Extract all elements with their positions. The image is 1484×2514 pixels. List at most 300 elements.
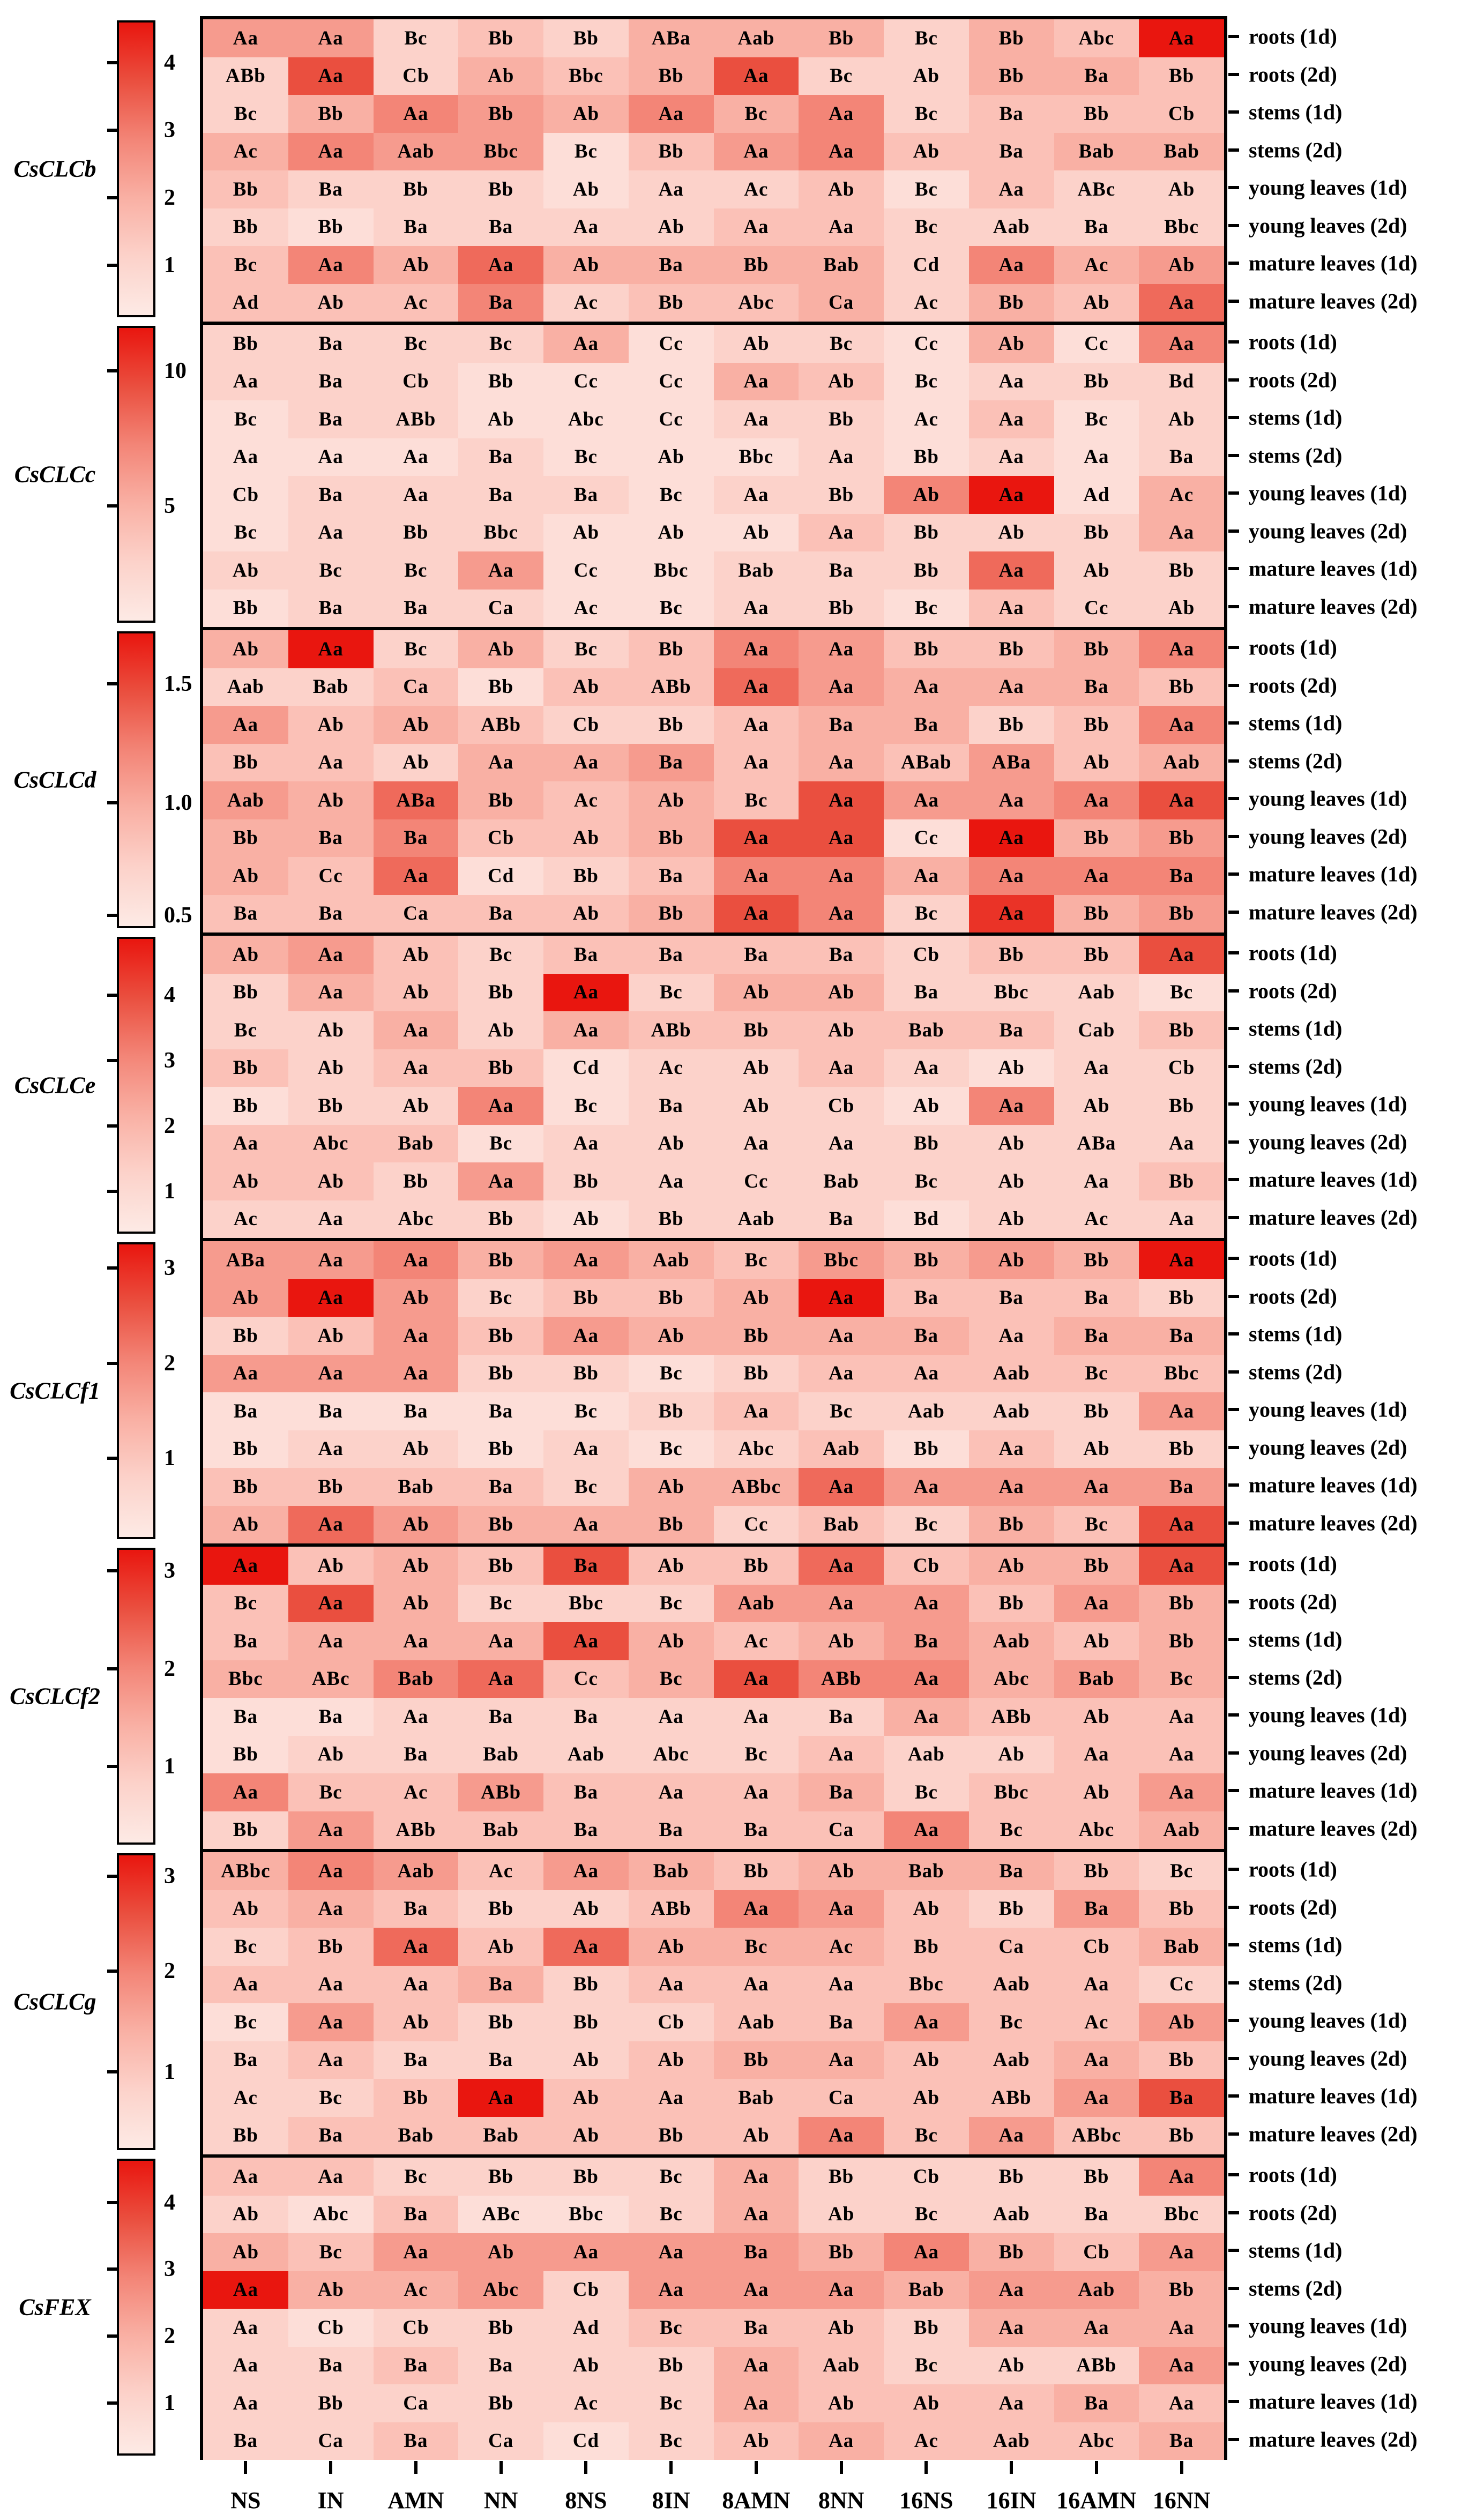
heatmap-cell: Ba <box>629 857 714 895</box>
heatmap-cell: Cb <box>374 57 459 95</box>
heatmap-cell: Ab <box>543 246 629 284</box>
heatmap-cell: Ab <box>458 630 543 668</box>
heatmap-cell: Aab <box>969 2041 1054 2079</box>
colorbar-tick-label: 10 <box>164 359 187 384</box>
heatmap-cell: Aa <box>714 1966 799 2004</box>
heatmap-cell: Ba <box>884 706 969 744</box>
row-tick-mark <box>1228 35 1239 38</box>
heatmap-cell: Aa <box>1139 325 1224 363</box>
row-tick-mark <box>1228 2094 1239 2098</box>
heatmap-cell: Aab <box>799 2347 884 2385</box>
row-label-stems-2d-: stems (2d) <box>1249 1360 1343 1384</box>
heatmap-cell: Aab <box>969 1392 1054 1430</box>
row-tick-mark <box>1228 1446 1239 1449</box>
heatmap-cell: Ab <box>629 1622 714 1660</box>
heatmap-cell: Ba <box>884 1622 969 1660</box>
row-label-roots-2d-: roots (2d) <box>1249 979 1337 1003</box>
heatmap-cell: Bab <box>799 246 884 284</box>
heatmap-cell: Bb <box>969 936 1054 974</box>
heatmap-cell: Bb <box>458 95 543 133</box>
heatmap-cell: Aa <box>969 363 1054 401</box>
heatmap-cell: Ba <box>629 1087 714 1125</box>
heatmap-cell: Ab <box>714 1049 799 1087</box>
heatmap-cell: Bb <box>1054 1392 1139 1430</box>
heatmap-cell: Bb <box>1139 819 1224 857</box>
heatmap-cell: ABb <box>629 668 714 706</box>
heatmap-cell: ABab <box>884 744 969 782</box>
heatmap-cell: Bc <box>203 1928 288 1966</box>
heatmap-cell: Ab <box>288 1011 374 1049</box>
heatmap-cell: Bc <box>884 1162 969 1200</box>
heatmap-cell: Ba <box>799 706 884 744</box>
heatmap-cell: Ab <box>374 1279 459 1317</box>
heatmap-cell: Bbc <box>629 551 714 590</box>
heatmap-cell: Aa <box>1139 1241 1224 1279</box>
heatmap-cell: Ab <box>714 325 799 363</box>
heatmap-cell: ABb <box>374 1811 459 1849</box>
row-tick-mark <box>1228 378 1239 382</box>
heatmap-cell: Aa <box>543 1125 629 1163</box>
heatmap-cell: Bb <box>458 2003 543 2041</box>
row-tick-mark <box>1228 148 1239 152</box>
heatmap-cell: Aa <box>374 1622 459 1660</box>
row-label-young-leaves-2d-: young leaves (2d) <box>1249 1741 1407 1765</box>
heatmap-cell: Ba <box>203 1698 288 1736</box>
colorbar-tick-label: 4 <box>164 2190 175 2215</box>
heatmap-cell: Aa <box>288 630 374 668</box>
heatmap-cell: Ab <box>203 1162 288 1200</box>
row-label-stems-2d-: stems (2d) <box>1249 443 1343 468</box>
heatmap-grid <box>200 16 1227 2460</box>
heatmap-cell: ABc <box>288 1660 374 1698</box>
heatmap-cell: Aa <box>203 1547 288 1585</box>
heatmap-cell: ABa <box>1054 1125 1139 1163</box>
heatmap-cell: Aa <box>1139 284 1224 322</box>
row-label-mature-leaves-2d-: mature leaves (2d) <box>1249 2427 1418 2452</box>
heatmap-cell: Aa <box>714 857 799 895</box>
heatmap-cell: Aa <box>714 476 799 514</box>
heatmap-cell: Bab <box>288 668 374 706</box>
heatmap-cell: Ab <box>543 819 629 857</box>
heatmap-cell: Bc <box>458 936 543 974</box>
heatmap-cell: Bb <box>1139 2041 1224 2079</box>
row-tick-mark <box>1228 340 1239 344</box>
heatmap-block-CsCLCf1 <box>203 1241 1224 1547</box>
heatmap-cell: Aa <box>458 1162 543 1200</box>
heatmap-cell: Ab <box>543 668 629 706</box>
heatmap-cell: Bb <box>458 781 543 819</box>
heatmap-cell: Aa <box>1139 1125 1224 1163</box>
gene-label-CsFEX: CsFEX <box>19 2294 91 2321</box>
heatmap-cell: Bb <box>1139 1622 1224 1660</box>
row-label-mature-leaves-2d-: mature leaves (2d) <box>1249 289 1418 314</box>
heatmap-cell: Ba <box>1139 2079 1224 2117</box>
heatmap-cell: ABb <box>629 1890 714 1928</box>
heatmap-cell: Aa <box>714 1392 799 1430</box>
heatmap-cell: Ba <box>458 208 543 247</box>
row-label-young-leaves-1d-: young leaves (1d) <box>1249 481 1407 505</box>
heatmap-cell: Ba <box>1139 857 1224 895</box>
heatmap-cell: Ba <box>543 1698 629 1736</box>
heatmap-cell: Ba <box>288 363 374 401</box>
row-label-mature-leaves-2d-: mature leaves (2d) <box>1249 2122 1418 2146</box>
heatmap-cell: Bb <box>1054 936 1139 974</box>
row-label-stems-1d-: stems (1d) <box>1249 711 1343 735</box>
heatmap-cell: Bc <box>374 630 459 668</box>
heatmap-cell: Aa <box>374 95 459 133</box>
heatmap-cell: Bc <box>629 476 714 514</box>
heatmap-cell: Bb <box>374 2079 459 2117</box>
colorbar-tick-label: 1 <box>164 1754 175 1779</box>
heatmap-cell: Ba <box>458 1698 543 1736</box>
heatmap-cell: Aa <box>288 57 374 95</box>
heatmap-cell: Ba <box>203 895 288 933</box>
heatmap-cell: ABb <box>1054 2347 1139 2385</box>
row-tick-mark <box>1228 1370 1239 1374</box>
heatmap-cell: Ba <box>884 1317 969 1355</box>
heatmap-cell: Ab <box>374 744 459 782</box>
heatmap-cell: Aa <box>799 208 884 247</box>
heatmap-cell: Aa <box>714 133 799 171</box>
heatmap-cell: Abc <box>714 1430 799 1468</box>
row-label-young-leaves-2d-: young leaves (2d) <box>1249 519 1407 543</box>
heatmap-cell: Cc <box>714 1162 799 1200</box>
heatmap-cell: Bc <box>203 1011 288 1049</box>
heatmap-cell: Ba <box>374 2347 459 2385</box>
heatmap-cell: Aa <box>288 2003 374 2041</box>
heatmap-cell: Ba <box>458 2041 543 2079</box>
heatmap-cell: Bc <box>374 19 459 57</box>
heatmap-cell: Bb <box>1054 514 1139 552</box>
heatmap-cell: Aab <box>969 208 1054 247</box>
heatmap-cell: Ab <box>629 1125 714 1163</box>
heatmap-cell: Aa <box>799 1125 884 1163</box>
heatmap-cell: Bb <box>288 1087 374 1125</box>
heatmap-cell: Bb <box>203 170 288 208</box>
heatmap-cell: Aa <box>1054 1966 1139 2004</box>
heatmap-cell: Ab <box>458 1011 543 1049</box>
heatmap-cell: Bb <box>629 133 714 171</box>
heatmap-cell: Aa <box>969 1468 1054 1506</box>
row-label-roots-1d-: roots (1d) <box>1249 330 1337 354</box>
heatmap-cell: Aa <box>1139 1736 1224 1774</box>
heatmap-cell: Ab <box>458 2233 543 2271</box>
row-tick-mark <box>1228 1713 1239 1717</box>
colorbar-CsCLCc <box>117 326 187 623</box>
heatmap-cell: Aa <box>374 1355 459 1393</box>
heatmap-cell: Ab <box>288 1162 374 1200</box>
heatmap-cell: Bb <box>458 2309 543 2347</box>
heatmap-cell: Ab <box>203 1506 288 1544</box>
heatmap-cell: Abc <box>1054 2422 1139 2460</box>
heatmap-block-CsCLCe <box>203 936 1224 1241</box>
row-tick-mark <box>1228 1295 1239 1298</box>
heatmap-cell: Aa <box>629 2079 714 2117</box>
heatmap-cell: Bb <box>969 284 1054 322</box>
heatmap-cell: Aa <box>288 1622 374 1660</box>
heatmap-cell: Ab <box>288 284 374 322</box>
heatmap-cell: Bab <box>884 1011 969 1049</box>
heatmap-cell: Bbc <box>458 133 543 171</box>
heatmap-cell: Bb <box>969 57 1054 95</box>
colorbar-tick-mark <box>107 914 117 917</box>
heatmap-cell: Ac <box>799 1928 884 1966</box>
heatmap-cell: Aa <box>714 2271 799 2309</box>
heatmap-cell: Aa <box>714 2196 799 2234</box>
row-label-mature-leaves-2d-: mature leaves (2d) <box>1249 900 1418 924</box>
colorbar-CsFEX <box>117 2159 175 2456</box>
row-tick-mark <box>1228 721 1239 725</box>
heatmap-cell: Bb <box>203 1087 288 1125</box>
heatmap-cell: Aa <box>1054 857 1139 895</box>
heatmap-cell: Ba <box>458 438 543 476</box>
heatmap-cell: Aa <box>799 1279 884 1317</box>
heatmap-cell: Ab <box>629 1317 714 1355</box>
heatmap-cell: Aa <box>288 1200 374 1239</box>
heatmap-cell: Aa <box>799 1890 884 1928</box>
heatmap-cell: Ab <box>714 1087 799 1125</box>
row-label-roots-2d-: roots (2d) <box>1249 1590 1337 1614</box>
heatmap-cell: Aa <box>629 170 714 208</box>
heatmap-cell: Aa <box>799 133 884 171</box>
heatmap-cell: Abc <box>458 2271 543 2309</box>
heatmap-cell: Ca <box>374 668 459 706</box>
heatmap-cell: Ab <box>203 551 288 590</box>
heatmap-cell: Aa <box>288 438 374 476</box>
colorbar-tick-mark <box>107 801 117 804</box>
heatmap-cell: Aa <box>543 1011 629 1049</box>
heatmap-cell: Ab <box>969 2347 1054 2385</box>
heatmap-cell: Aa <box>799 438 884 476</box>
heatmap-cell: Bc <box>458 1125 543 1163</box>
row-label-roots-2d-: roots (2d) <box>1249 2200 1337 2225</box>
heatmap-cell: Ba <box>1054 2384 1139 2422</box>
row-tick-mark <box>1228 605 1239 608</box>
heatmap-cell: Aab <box>543 1736 629 1774</box>
row-tick-mark <box>1228 1562 1239 1565</box>
row-label-young-leaves-1d-: young leaves (1d) <box>1249 1397 1407 1422</box>
heatmap-cell: Ba <box>543 476 629 514</box>
heatmap-cell: Bb <box>288 1468 374 1506</box>
heatmap-cell: Ba <box>374 208 459 247</box>
heatmap-cell: Aa <box>714 590 799 628</box>
row-label-roots-1d-: roots (1d) <box>1249 1551 1337 1576</box>
heatmap-cell: Ab <box>1139 400 1224 438</box>
heatmap-cell: Ab <box>374 2003 459 2041</box>
heatmap-cell: Bb <box>1139 1087 1224 1125</box>
heatmap-cell: Bb <box>1139 1585 1224 1623</box>
heatmap-cell: Aa <box>1054 1162 1139 1200</box>
heatmap-cell: Aa <box>714 1773 799 1811</box>
row-tick-mark <box>1228 2362 1239 2366</box>
heatmap-cell: Bb <box>203 974 288 1012</box>
heatmap-cell: Ab <box>799 2309 884 2347</box>
heatmap-cell: Ca <box>374 2384 459 2422</box>
heatmap-cell: Bc <box>884 208 969 247</box>
heatmap-cell: Aa <box>1139 781 1224 819</box>
heatmap-cell: Aa <box>543 1317 629 1355</box>
heatmap-cell: Aa <box>799 1355 884 1393</box>
heatmap-cell: Bb <box>458 1355 543 1393</box>
colorbar-tick-label: 3 <box>164 2257 175 2282</box>
heatmap-cell: Aa <box>714 208 799 247</box>
heatmap-cell: Bb <box>1054 706 1139 744</box>
heatmap-cell: Aa <box>203 2271 288 2309</box>
heatmap-cell: Cb <box>288 2309 374 2347</box>
colorbar-tick-label: 3 <box>164 1558 175 1583</box>
heatmap-cell: Aa <box>543 1928 629 1966</box>
colorbar-tick-mark <box>107 1266 117 1270</box>
heatmap-cell: Aa <box>458 551 543 590</box>
heatmap-cell: Ab <box>969 514 1054 552</box>
heatmap-cell: Aa <box>458 2079 543 2117</box>
heatmap-cell: Ab <box>714 1279 799 1317</box>
colorbar-tick-mark <box>107 1569 117 1572</box>
heatmap-cell: Bc <box>543 438 629 476</box>
heatmap-cell: Ab <box>969 1241 1054 1279</box>
heatmap-cell: Bd <box>884 1200 969 1239</box>
heatmap-cell: Aa <box>203 2309 288 2347</box>
heatmap-cell: Bbc <box>714 438 799 476</box>
heatmap-cell: Bab <box>1054 133 1139 171</box>
heatmap-cell: Aab <box>374 133 459 171</box>
heatmap-cell: Ab <box>799 974 884 1012</box>
heatmap-block-CsCLCd <box>203 630 1224 936</box>
x-axis-tick-mark <box>755 2461 758 2474</box>
colorbar-tick-label: 3 <box>164 1863 175 1889</box>
colorbar-tick-mark <box>107 2201 117 2204</box>
heatmap-cell: Ca <box>799 1811 884 1849</box>
heatmap-cell: Bc <box>203 2003 288 2041</box>
gene-label-CsCLCf1: CsCLCf1 <box>10 1377 100 1404</box>
heatmap-cell: Bc <box>799 57 884 95</box>
heatmap-cell: Ba <box>543 1811 629 1849</box>
heatmap-cell: Aa <box>714 1698 799 1736</box>
row-label-young-leaves-2d-: young leaves (2d) <box>1249 824 1407 849</box>
row-label-roots-2d-: roots (2d) <box>1249 1284 1337 1309</box>
heatmap-cell: Ba <box>969 1011 1054 1049</box>
heatmap-cell: Aa <box>799 95 884 133</box>
heatmap-cell: Bb <box>969 1585 1054 1623</box>
row-label-roots-1d-: roots (1d) <box>1249 635 1337 660</box>
row-label-stems-1d-: stems (1d) <box>1249 1933 1343 1957</box>
heatmap-cell: Bc <box>203 400 288 438</box>
colorbar-tick-mark <box>107 1190 117 1193</box>
heatmap-cell: Bbc <box>203 1660 288 1698</box>
colorbar-tick-label: 2 <box>164 1351 175 1376</box>
heatmap-cell: Aa <box>543 1852 629 1890</box>
heatmap-cell: Bc <box>629 1585 714 1623</box>
colorbar-tick-label: 3 <box>164 118 175 143</box>
x-axis-label-8AMN: 8AMN <box>722 2487 791 2513</box>
row-tick-mark <box>1228 110 1239 114</box>
row-label-young-leaves-1d-: young leaves (1d) <box>1249 786 1407 811</box>
heatmap-cell: Ac <box>629 1049 714 1087</box>
heatmap-cell: Bc <box>884 19 969 57</box>
gene-label-CsCLCg: CsCLCg <box>13 1988 96 2015</box>
heatmap-cell: Ba <box>714 936 799 974</box>
heatmap-cell: Ab <box>629 514 714 552</box>
heatmap-cell: Cc <box>543 551 629 590</box>
heatmap-cell: Bc <box>629 2422 714 2460</box>
heatmap-cell: Cb <box>1054 2233 1139 2271</box>
heatmap-cell: Ab <box>1054 1698 1139 1736</box>
heatmap-cell: Aa <box>884 1585 969 1623</box>
row-tick-mark <box>1228 684 1239 687</box>
heatmap-block-CsCLCc <box>203 325 1224 630</box>
heatmap-cell: Aab <box>799 1430 884 1468</box>
heatmap-cell: Cb <box>884 2158 969 2196</box>
heatmap-cell: Aa <box>884 1811 969 1849</box>
heatmap-cell: Ac <box>374 1773 459 1811</box>
heatmap-cell: Aa <box>629 1773 714 1811</box>
row-tick-mark <box>1228 1827 1239 1830</box>
row-tick-mark <box>1228 1943 1239 1946</box>
heatmap-cell: Bc <box>1139 1852 1224 1890</box>
heatmap-cell: Bc <box>203 1585 288 1623</box>
heatmap-cell: Bb <box>969 706 1054 744</box>
heatmap-cell: Aa <box>288 1852 374 1890</box>
heatmap-cell: Abc <box>629 1736 714 1774</box>
heatmap-cell: Aa <box>288 1890 374 1928</box>
heatmap-cell: Aab <box>714 1200 799 1239</box>
heatmap-cell: Bb <box>458 1890 543 1928</box>
row-tick-mark <box>1228 416 1239 419</box>
heatmap-cell: Ba <box>203 1392 288 1430</box>
heatmap-cell: Bab <box>458 1811 543 1849</box>
heatmap-cell: Bb <box>1054 1241 1139 1279</box>
heatmap-cell: Bb <box>458 668 543 706</box>
heatmap-cell: Aab <box>884 1392 969 1430</box>
heatmap-cell: Aa <box>1054 1736 1139 1774</box>
heatmap-cell: Bb <box>629 2347 714 2385</box>
row-tick-mark <box>1228 262 1239 265</box>
heatmap-cell: Ab <box>288 1547 374 1585</box>
heatmap-cell: Ba <box>714 2233 799 2271</box>
heatmap-cell: Aab <box>374 1852 459 1890</box>
row-tick-mark <box>1228 911 1239 914</box>
heatmap-cell: Aa <box>799 1468 884 1506</box>
heatmap-cell: Bc <box>629 1430 714 1468</box>
colorbar-tick-label: 1 <box>164 1178 175 1204</box>
heatmap-cell: Bb <box>1054 95 1139 133</box>
colorbar-CsCLCg <box>117 1853 175 2150</box>
colorbar-tick-label: 2 <box>164 1114 175 1139</box>
colorbar-tick-mark <box>107 1059 117 1062</box>
heatmap-cell: Ab <box>543 95 629 133</box>
row-label-mature-leaves-1d-: mature leaves (1d) <box>1249 862 1418 886</box>
heatmap-cell: Bb <box>203 744 288 782</box>
row-tick-mark <box>1228 529 1239 533</box>
heatmap-cell: Bb <box>288 2384 374 2422</box>
heatmap-cell: Bc <box>799 1392 884 1430</box>
row-label-young-leaves-1d-: young leaves (1d) <box>1249 2314 1407 2338</box>
heatmap-cell: Ba <box>203 2041 288 2079</box>
row-tick-mark <box>1228 2324 1239 2327</box>
heatmap-cell: Ba <box>374 1392 459 1430</box>
heatmap-cell: Ab <box>714 2117 799 2155</box>
heatmap-cell: Bab <box>884 2271 969 2309</box>
heatmap-cell: Ab <box>543 2347 629 2385</box>
heatmap-cell: Aa <box>884 1468 969 1506</box>
heatmap-cell: Ab <box>799 2196 884 2234</box>
heatmap-cell: Ab <box>714 514 799 552</box>
heatmap-cell: Ba <box>1054 1890 1139 1928</box>
heatmap-cell: Ba <box>374 2041 459 2079</box>
heatmap-cell: Aab <box>1139 744 1224 782</box>
heatmap-cell: Bc <box>203 246 288 284</box>
heatmap-cell: Bb <box>543 19 629 57</box>
